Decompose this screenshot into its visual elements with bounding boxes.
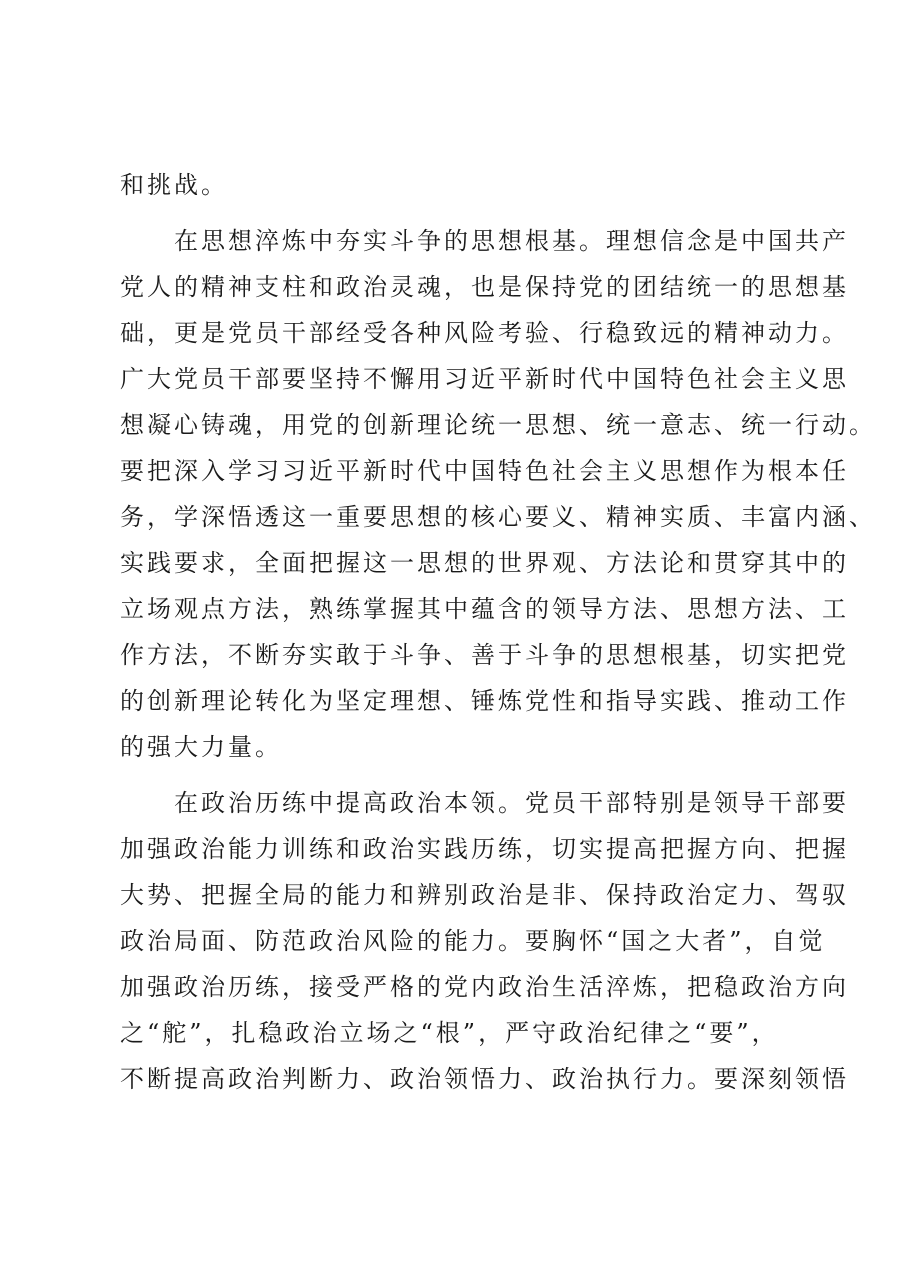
text-line: 想凝心铸魂，用党的创新理论统一思想、统一意志、统一行动。 xyxy=(120,411,876,439)
paragraph-gap xyxy=(120,770,820,780)
text-line: 要把深入学习习近平新时代中国特色社会主义思想作为根本任 xyxy=(120,457,849,485)
text-line: 立场观点方法，熟练掌握其中蕴含的领导方法、思想方法、工 xyxy=(120,595,849,623)
text-line: 广大党员干部要坚持不懈用习近平新时代中国特色社会主义思 xyxy=(120,365,849,393)
paragraph-gap xyxy=(120,208,820,218)
text-line: 在思想淬炼中夯实斗争的思想根基。理想信念是中国共产 xyxy=(120,227,849,255)
text-line: 务，学深悟透这一重要思想的核心要义、精神实质、丰富内涵、 xyxy=(120,503,876,531)
document-body xyxy=(120,162,876,1102)
text-line: 的强大力量。 xyxy=(120,733,282,761)
text-line: 作方法，不断夯实敢于斗争、善于斗争的思想根基，切实把党 xyxy=(120,641,849,669)
text-line: 不断提高政治判断力、政治领悟力、政治执行力。要深刻领悟 xyxy=(120,1065,849,1093)
text-line: 政治局面、防范政治风险的能力。要胸怀“国之大者”，自觉 xyxy=(120,927,826,955)
text-line: 大势、把握全局的能力和辨别政治是非、保持政治定力、驾驭 xyxy=(120,881,849,909)
text-line: 之“舵”，扎稳政治立场之“根”，严守政治纪律之“要”， xyxy=(120,1019,779,1047)
text-line: 在政治历练中提高政治本领。党员干部特别是领导干部要 xyxy=(120,789,849,817)
text-line: 加强政治历练，接受严格的党内政治生活淬炼，把稳政治方向 xyxy=(120,973,849,1001)
text-line: 础，更是党员干部经受各种风险考验、行稳致远的精神动力。 xyxy=(120,319,849,347)
text-line: 实践要求，全面把握这一思想的世界观、方法论和贯穿其中的 xyxy=(120,549,849,577)
text-line: 和挑战。 xyxy=(120,171,228,199)
text-line: 党人的精神支柱和政治灵魂，也是保持党的团结统一的思想基 xyxy=(120,273,849,301)
text-line: 的创新理论转化为坚定理想、锤炼党性和指导实践、推动工作 xyxy=(120,687,849,715)
text-line: 加强政治能力训练和政治实践历练，切实提高把握方向、把握 xyxy=(120,835,849,863)
